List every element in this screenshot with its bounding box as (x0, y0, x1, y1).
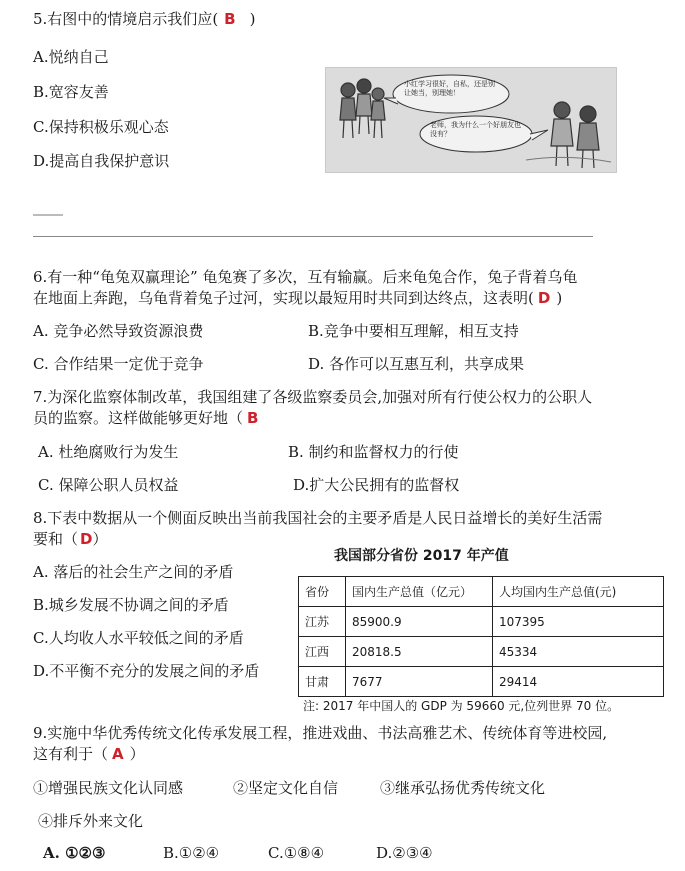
q6-stem-line2: 在地面上奔跑，乌龟背着兔子过河，实现以最短用时共同到达终点，这表明( D ) (33, 289, 563, 307)
q9-answer: A (112, 745, 124, 763)
table-cell: 20818.5 (346, 637, 493, 667)
table-cell: 江苏 (299, 607, 346, 637)
q8-option-d: D.不平衡不充分的发展之间的矛盾 (33, 662, 260, 680)
q9-option-c: C.①⑧④ (268, 844, 325, 862)
table-header-cell: 国内生产总值（亿元） (346, 577, 493, 607)
comic-bubble-left: 小红学习很好，自私，还是别让她当，别理她！ (404, 80, 495, 97)
q5-option-b: B.宽容友善 (33, 83, 109, 101)
q8-stem-line2: 要和（ D） (33, 530, 108, 548)
q9-item-1: ①增强民族文化认同感 (33, 779, 184, 797)
q6-option-d: D. 各作可以互惠互利，共享成果 (308, 355, 525, 373)
gdp-table-title: 我国部分省份 2017 年产值 (334, 548, 509, 564)
table-row (299, 667, 664, 697)
table-header-cell: 省份 (299, 577, 346, 607)
q7-stem-line1: 7.为深化监察体制改革，我国组建了各级监察委员会,加强对所有行使公权力的公职人 (33, 388, 593, 406)
q6-option-c: C. 合作结果一定优于竞争 (33, 355, 204, 373)
comic-drawing (326, 68, 616, 172)
table-header-cell: 人均国内生产总值(元) (493, 577, 664, 607)
q7-option-c: C. 保障公职人员权益 (38, 476, 179, 494)
q9-option-a: A. ①②③ (43, 844, 106, 862)
q7-option-b: B. 制约和监督权力的行使 (288, 443, 459, 461)
q6-option-b: B.竞争中要相互理解，相互支持 (308, 322, 519, 340)
table-cell: 甘肃 (299, 667, 346, 697)
q7-stem-line2: 员的监察。这样做能够更好地（ B (33, 409, 259, 427)
q6-stem-line1: 6.有一种“龟兔双赢理论” 龟兔赛了多次，互有输赢。后来龟兔合作，兔子背着乌龟 (33, 268, 578, 286)
gdp-table-note: 注: 2017 年中国人的 GDP 为 59660 元,位列世界 70 位。 (303, 699, 620, 713)
q6-answer: D (537, 289, 551, 307)
table-cell: 45334 (493, 637, 664, 667)
table-cell: 107395 (493, 607, 664, 637)
table-header-row (299, 577, 664, 607)
q9-option-d: D.②③④ (376, 844, 433, 862)
q9-stem-line1: 9.实施中华优秀传统文化传承发展工程，推进戏曲、书法高雅艺术、传统体育等进校园, (33, 724, 608, 742)
comic-bubble-right: 老师，我为什么一个好朋友也没有？ (430, 121, 521, 138)
q9-item-4: ④排斥外来文化 (38, 812, 144, 830)
table-cell: 江西 (299, 637, 346, 667)
q7-answer: B (247, 409, 259, 427)
table-cell: 85900.9 (346, 607, 493, 637)
q7-option-d: D.扩大公民拥有的监督权 (293, 476, 460, 494)
q9-option-b: B.①②④ (163, 844, 220, 862)
table-row (299, 637, 664, 667)
q9-stem-line2: 这有利于（ A ） (33, 745, 145, 763)
q5-option-a: A.悦纳自己 (33, 48, 109, 66)
q5-option-d: D.提高自我保护意识 (33, 152, 170, 170)
table-row (299, 607, 664, 637)
q8-answer: D (80, 530, 93, 548)
q6-option-a: A. 竞争必然导致资源浪费 (33, 322, 204, 340)
q5-comic-image (325, 67, 617, 173)
section-divider (33, 236, 593, 237)
gdp-table (298, 576, 664, 697)
q5-answer: B (224, 10, 236, 28)
q5-stem: 5.右图中的情境启示我们应( B ) (33, 10, 256, 28)
table-cell: 7677 (346, 667, 493, 697)
q9-item-2: ②坚定文化自信 (233, 779, 339, 797)
q8-option-c: C.人均收人水平较低之间的矛盾 (33, 629, 244, 647)
section-mark (33, 214, 63, 216)
q9-item-3: ③继承弘扬优秀传统文化 (380, 779, 546, 797)
q8-option-b: B.城乡发展不协调之间的矛盾 (33, 596, 229, 614)
q8-option-a: A. 落后的社会生产之间的矛盾 (33, 563, 234, 581)
q8-stem-line1: 8.下表中数据从一个侧面反映出当前我国社会的主要矛盾是人民日益增长的美好生活需 (33, 509, 603, 527)
q5-option-c: C.保持积极乐观心态 (33, 118, 169, 136)
q7-option-a: A. 杜绝腐败行为发生 (38, 443, 179, 461)
table-cell: 29414 (493, 667, 664, 697)
